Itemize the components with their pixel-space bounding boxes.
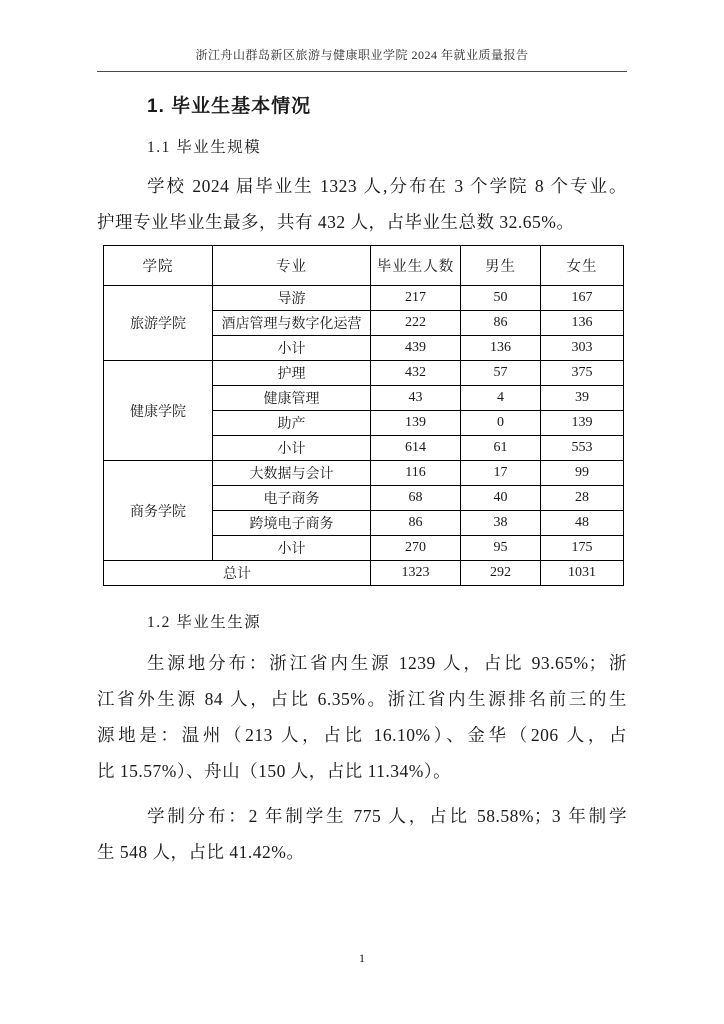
subsection-title-scale: 1.1 毕业生规模 — [147, 139, 262, 156]
male-cell: 61 — [461, 436, 541, 461]
total-cell: 86 — [371, 511, 461, 536]
male-cell: 86 — [461, 311, 541, 336]
table-row — [104, 286, 624, 311]
paragraph-origin — [97, 645, 627, 789]
female-cell: 553 — [541, 436, 624, 461]
paragraph-line: 比 15.57%）、舟山（150 人，占比 11.34%）。 — [97, 761, 452, 781]
paragraph-line: 江省外生源 84 人，占比 6.35%。浙江省内生源排名前三的生 — [97, 689, 627, 709]
col-header-college: 学院 — [104, 246, 213, 286]
male-cell: 0 — [461, 411, 541, 436]
total-cell: 614 — [371, 436, 461, 461]
female-cell: 48 — [541, 511, 624, 536]
paragraph-line: 生源地分布：浙江省内生源 1239 人，占比 93.65%；浙 — [147, 653, 627, 673]
major-cell: 酒店管理与数字化运营 — [213, 311, 371, 336]
major-cell: 助产 — [213, 411, 371, 436]
total-cell: 1323 — [371, 561, 461, 586]
table-row — [104, 361, 624, 386]
major-cell: 护理 — [213, 361, 371, 386]
paragraph-schooling — [97, 798, 627, 870]
female-cell: 136 — [541, 311, 624, 336]
female-cell: 139 — [541, 411, 624, 436]
total-cell: 217 — [371, 286, 461, 311]
college-cell: 商务学院 — [104, 461, 213, 561]
major-cell: 导游 — [213, 286, 371, 311]
paragraph-scale — [97, 168, 627, 240]
paragraph-line: 源地是：温州（213 人，占比 16.10%）、金华（206 人，占 — [97, 725, 627, 745]
male-cell: 292 — [461, 561, 541, 586]
female-cell: 375 — [541, 361, 624, 386]
female-cell: 99 — [541, 461, 624, 486]
table-header-row — [104, 246, 624, 286]
female-cell: 175 — [541, 536, 624, 561]
total-cell: 270 — [371, 536, 461, 561]
male-cell: 40 — [461, 486, 541, 511]
running-head: 浙江舟山群岛新区旅游与健康职业学院 2024 年就业质量报告 — [97, 46, 627, 72]
female-cell: 167 — [541, 286, 624, 311]
table-total-row — [104, 561, 624, 586]
major-cell: 健康管理 — [213, 386, 371, 411]
total-cell: 139 — [371, 411, 461, 436]
col-header-female: 女生 — [541, 246, 624, 286]
male-cell: 4 — [461, 386, 541, 411]
col-header-total: 毕业生人数 — [371, 246, 461, 286]
major-cell: 小计 — [213, 436, 371, 461]
female-cell: 28 — [541, 486, 624, 511]
major-cell: 电子商务 — [213, 486, 371, 511]
total-cell: 222 — [371, 311, 461, 336]
major-cell: 大数据与会计 — [213, 461, 371, 486]
male-cell: 136 — [461, 336, 541, 361]
female-cell: 1031 — [541, 561, 624, 586]
section-title: 1. 毕业生基本情况 — [147, 96, 312, 117]
college-cell: 旅游学院 — [104, 286, 213, 361]
male-cell: 17 — [461, 461, 541, 486]
graduates-table — [103, 245, 624, 586]
paragraph-line: 学制分布：2 年制学生 775 人，占比 58.58%；3 年制学 — [147, 806, 627, 826]
female-cell: 39 — [541, 386, 624, 411]
total-cell: 68 — [371, 486, 461, 511]
male-cell: 38 — [461, 511, 541, 536]
college-cell: 健康学院 — [104, 361, 213, 461]
total-cell: 43 — [371, 386, 461, 411]
total-cell: 439 — [371, 336, 461, 361]
paragraph-line: 学校 2024 届毕业生 1323 人,分布在 3 个学院 8 个专业。 — [147, 176, 627, 196]
page-number: 1 — [359, 951, 365, 965]
total-cell: 116 — [371, 461, 461, 486]
table-row — [104, 461, 624, 486]
male-cell: 57 — [461, 361, 541, 386]
paragraph-line: 护理专业毕业生最多，共有 432 人，占毕业生总数 32.65%。 — [97, 212, 575, 232]
major-cell: 跨境电子商务 — [213, 511, 371, 536]
male-cell: 50 — [461, 286, 541, 311]
paragraph-line: 生 548 人，占比 41.42%。 — [97, 842, 305, 862]
major-cell: 小计 — [213, 536, 371, 561]
male-cell: 95 — [461, 536, 541, 561]
subsection-title-origin: 1.2 毕业生生源 — [147, 614, 262, 631]
female-cell: 303 — [541, 336, 624, 361]
total-cell: 432 — [371, 361, 461, 386]
col-header-male: 男生 — [461, 246, 541, 286]
major-cell: 小计 — [213, 336, 371, 361]
total-label-cell: 总计 — [104, 561, 371, 586]
col-header-major: 专业 — [213, 246, 371, 286]
